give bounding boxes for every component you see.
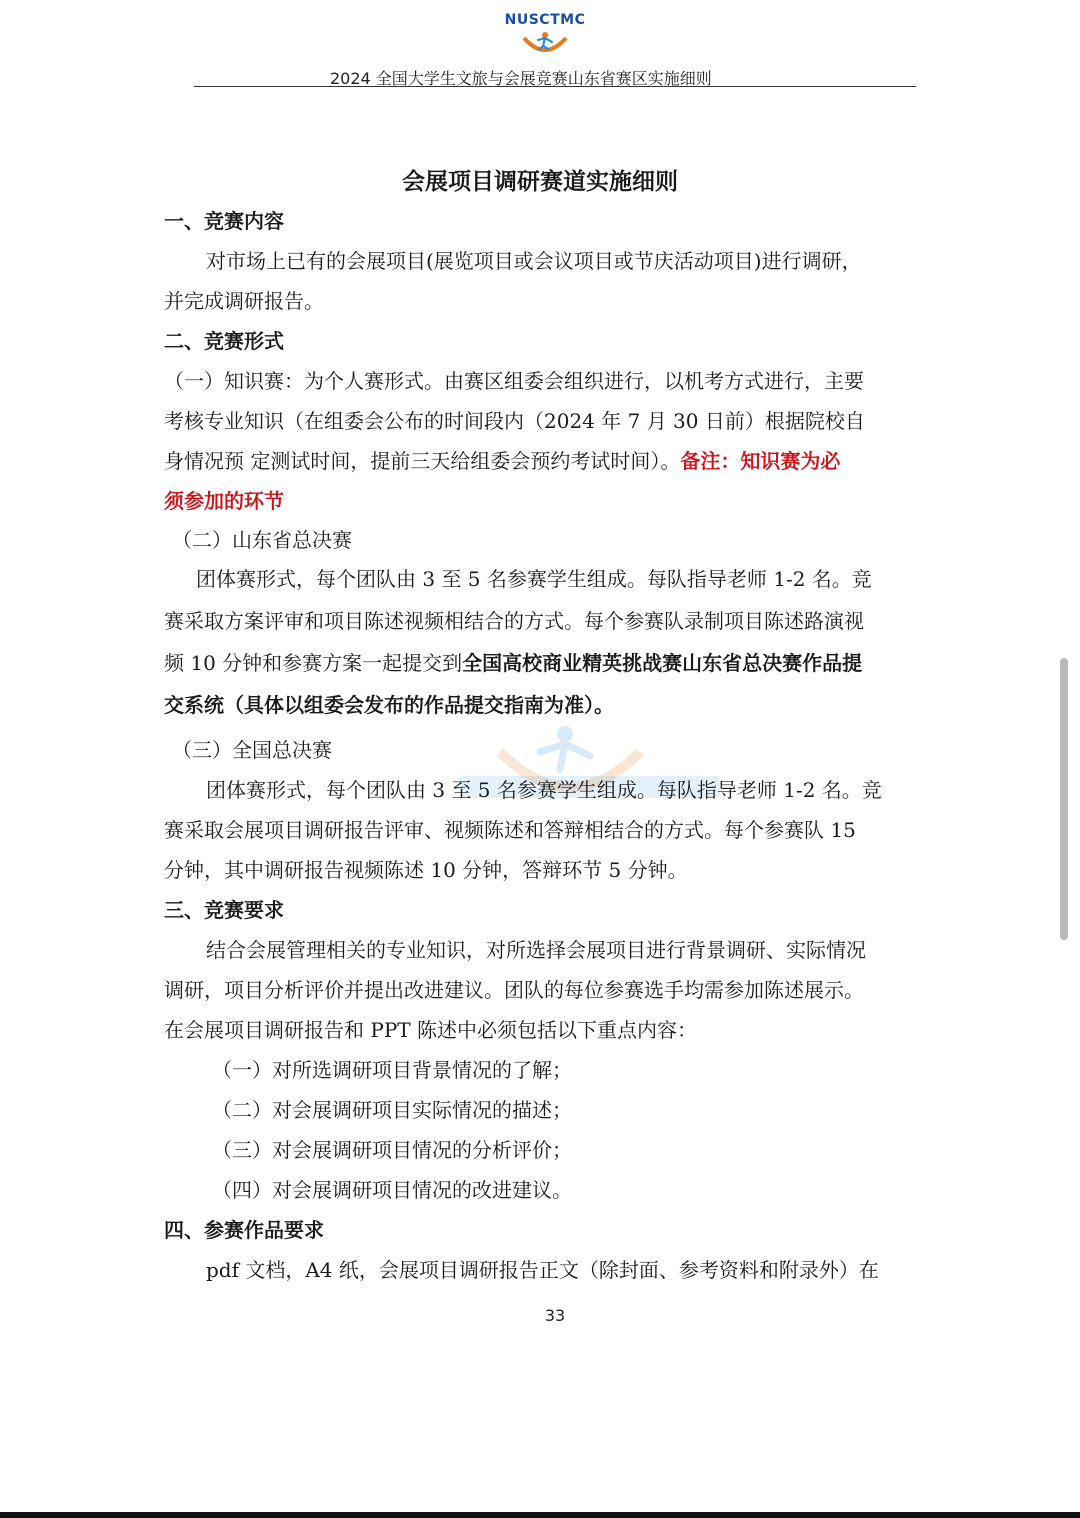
list-item: （三）对会展调研项目情况的分析评价；	[212, 1138, 572, 1162]
vertical-scrollbar[interactable]	[1060, 658, 1068, 940]
section-2b-line-2: 赛采取方案评审和项目陈述视频相结合的方式。每个参赛队录制项目陈述路演视	[164, 609, 864, 633]
knowledge-contest-note-cont: 须参加的环节	[164, 489, 284, 513]
document-title: 会展项目调研赛道实施细则	[402, 168, 678, 195]
section-2a-line-3	[164, 447, 840, 475]
page-number: 33	[544, 1306, 566, 1325]
logo-text: NUSCTMC	[504, 12, 586, 28]
section-4-heading: 四、参赛作品要求	[164, 1218, 324, 1242]
submission-system-name-cont: 交系统（具体以组委会发布的作品提交指南为准）。	[164, 693, 614, 717]
section-2a-line-1: （一）知识赛：为个人赛形式。由赛区组委会组织进行，以机考方式进行，主要	[164, 369, 864, 393]
section-4-line-1: pdf 文档，A4 纸，会展项目调研报告正文（除封面、参考资料和附录外）在	[206, 1258, 879, 1282]
logo-emblem-icon	[520, 28, 570, 58]
section-2b-line-3-text: 频 10 分钟和参赛方案一起提交到	[164, 651, 463, 675]
bottom-edge-bar	[0, 1512, 1080, 1518]
list-item: （一）对所选调研项目背景情况的了解；	[212, 1058, 572, 1082]
section-1-text-line-2: 并完成调研报告。	[164, 289, 324, 313]
knowledge-contest-note: 备注：知识赛为必	[680, 449, 841, 473]
section-3-heading: 三、竞赛要求	[164, 898, 284, 922]
section-3-line-1: 结合会展管理相关的专业知识，对所选择会展项目进行背景调研、实际情况	[206, 938, 866, 962]
submission-system-name: 全国高校商业精英挑战赛山东省总决赛作品提	[462, 651, 863, 675]
section-2a-line-2: 考核专业知识（在组委会公布的时间段内（2024 年 7 月 30 日前）根据院校自	[164, 409, 865, 433]
list-item: （二）对会展调研项目实际情况的描述；	[212, 1098, 572, 1122]
section-2c-heading: （三）全国总决赛	[172, 738, 332, 762]
header-divider	[194, 86, 916, 87]
section-2b-line-1: 团体赛形式，每个团队由 3 至 5 名参赛学生组成。每队指导老师 1-2 名。竞	[196, 567, 872, 591]
section-1-text-line-1: 对市场上已有的会展项目(展览项目或会议项目或节庆活动项目)进行调研，	[206, 249, 862, 273]
section-2b-heading: （二）山东省总决赛	[172, 528, 352, 552]
section-2c-line-1: 团体赛形式，每个团队由 3 至 5 名参赛学生组成。每队指导老师 1-2 名。竞	[206, 778, 882, 802]
section-2c-line-2: 赛采取会展项目调研报告评审、视频陈述和答辩相结合的方式。每个参赛队 15	[164, 818, 856, 842]
header-title: 2024 全国大学生文旅与会展竞赛山东省赛区实施细则	[330, 69, 712, 88]
section-1-heading: 一、竞赛内容	[164, 209, 284, 233]
section-2c-line-3: 分钟，其中调研报告视频陈述 10 分钟，答辩环节 5 分钟。	[164, 858, 688, 882]
section-3-line-3: 在会展项目调研报告和 PPT 陈述中必须包括以下重点内容：	[164, 1018, 697, 1042]
section-3-line-2: 调研，项目分析评价并提出改进建议。团队的每位参赛选手均需参加陈述展示。	[164, 978, 864, 1002]
section-2-heading: 二、竞赛形式	[164, 329, 284, 353]
section-2b-line-3	[164, 649, 862, 677]
list-item: （四）对会展调研项目情况的改进建议。	[212, 1178, 572, 1202]
nusctmc-logo	[500, 6, 590, 56]
section-2a-line-3-text: 身情况预 定测试时间，提前三天给组委会预约考试时间）。	[164, 449, 681, 473]
